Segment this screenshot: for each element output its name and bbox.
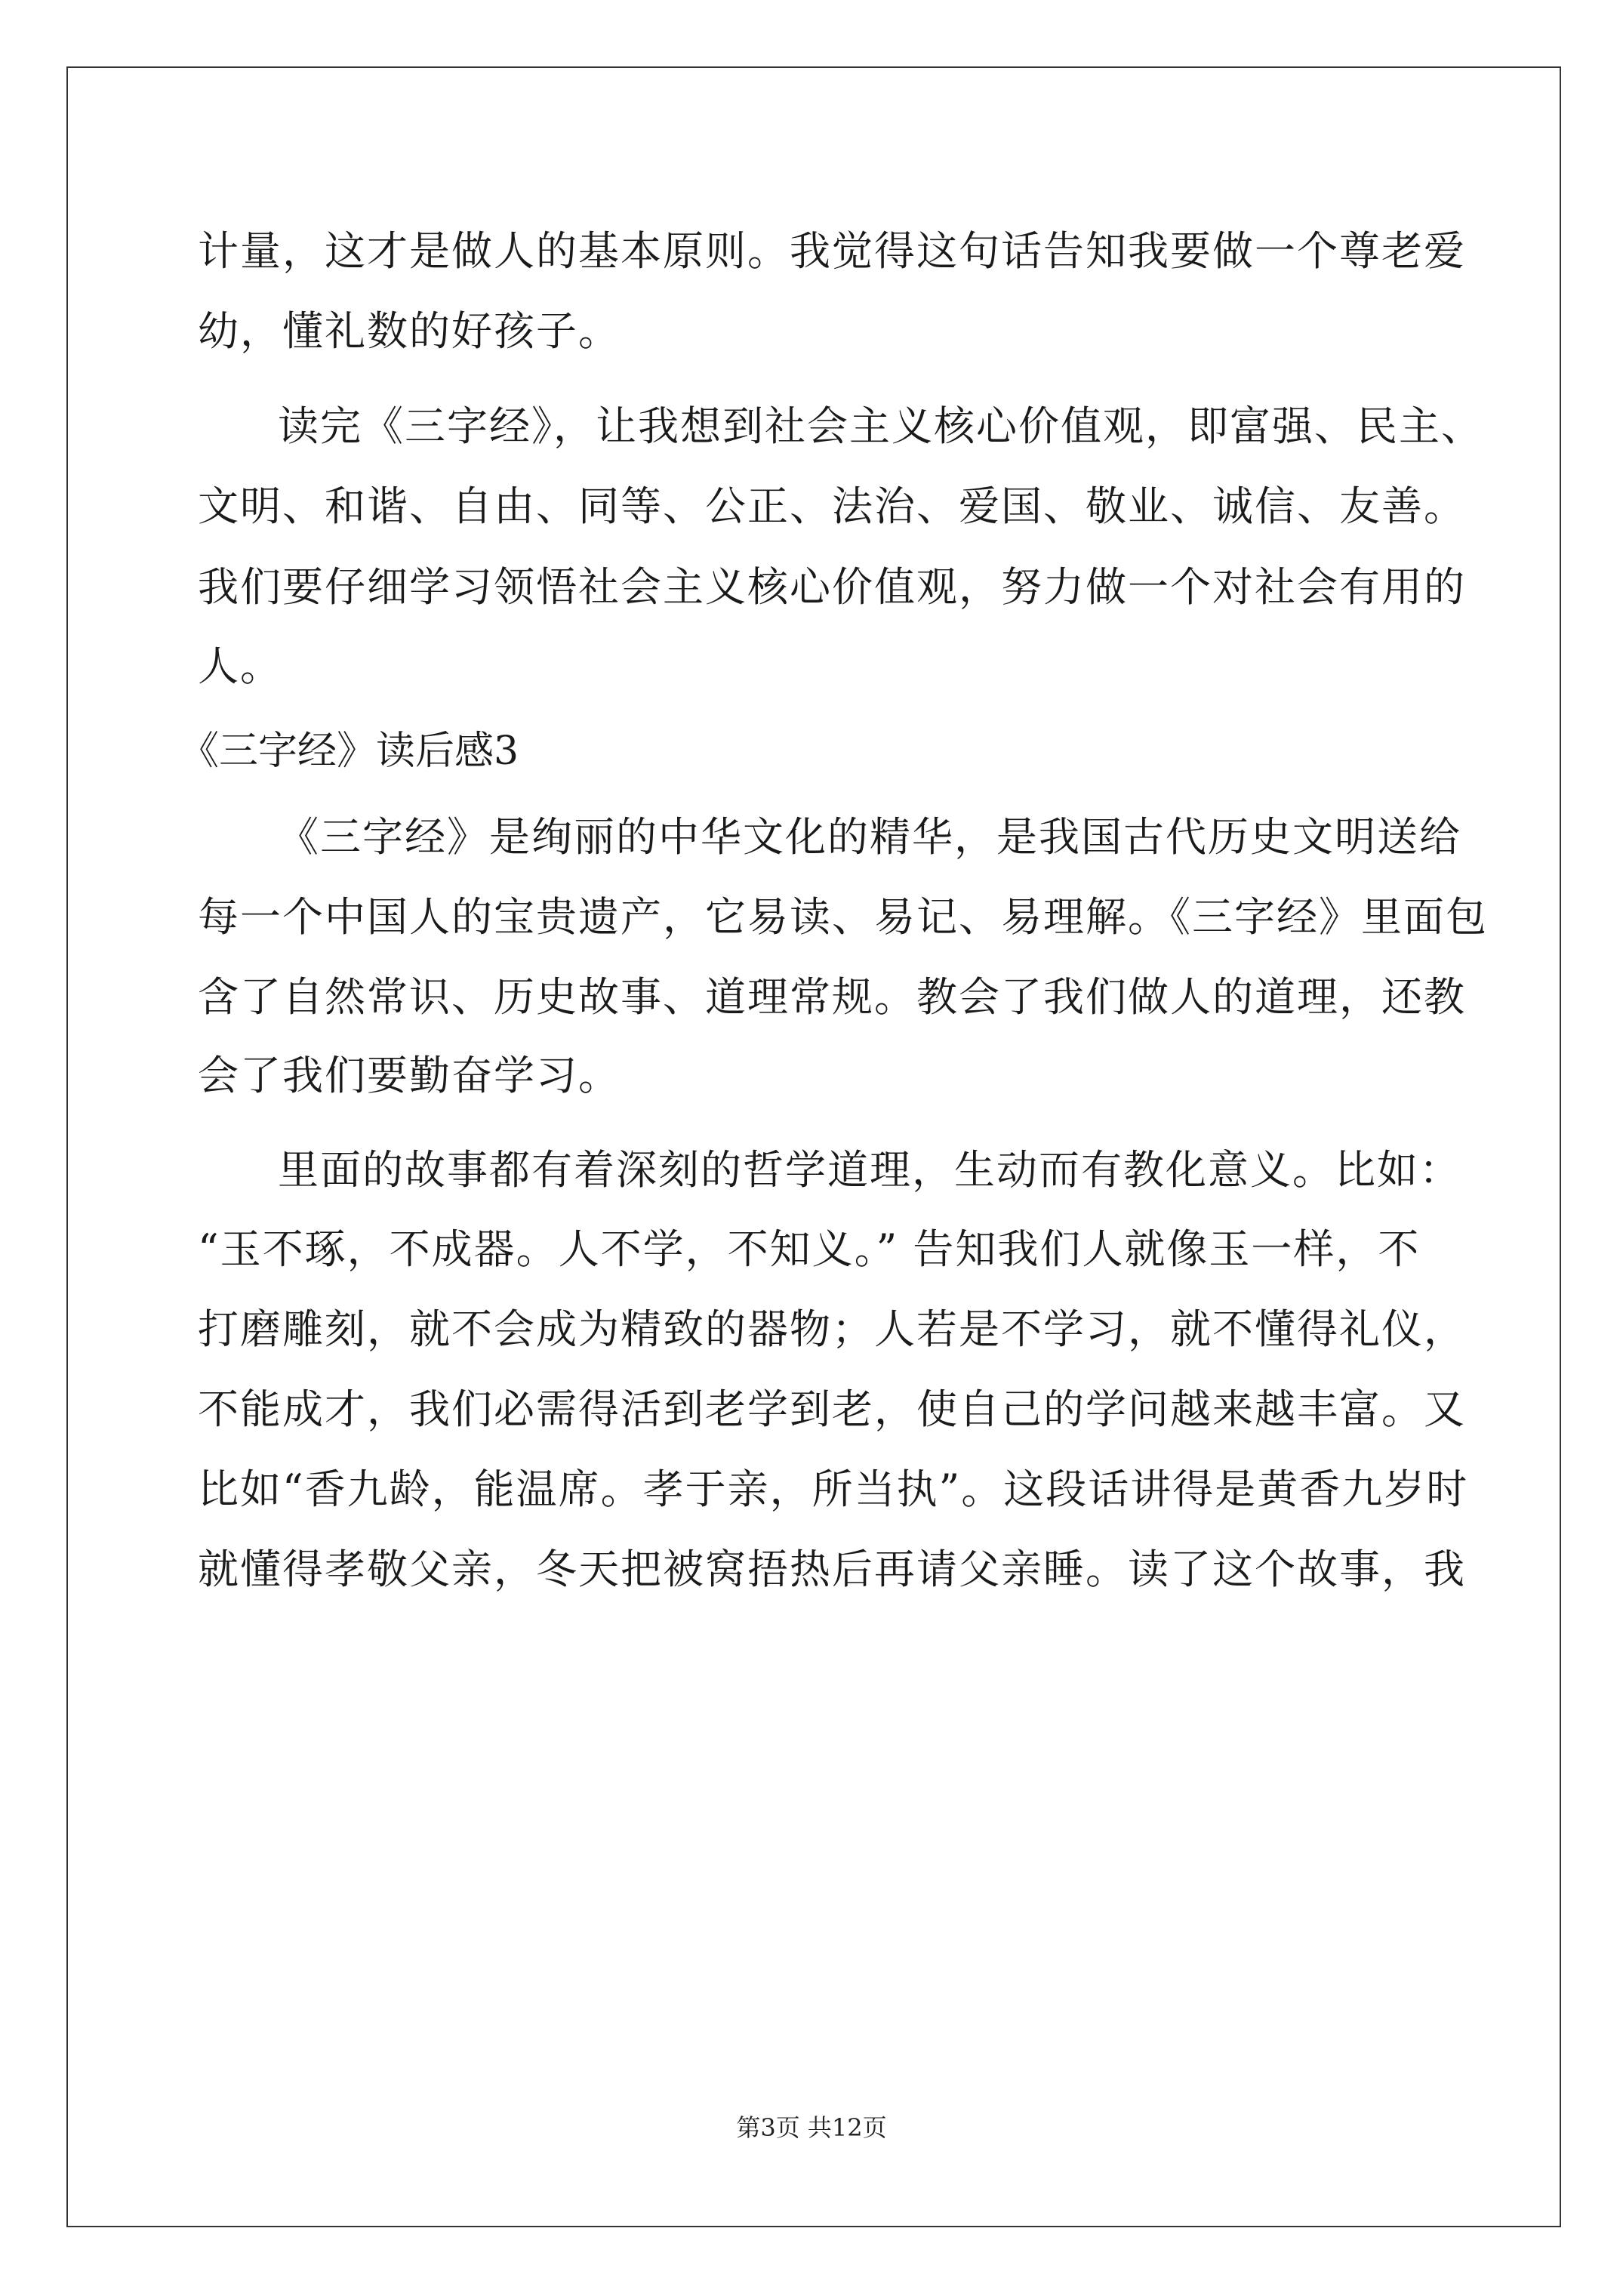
text-line: 比如“香九龄，能温席。孝于亲，所当执”。这段话讲得是黄香九岁时 xyxy=(198,1465,1469,1513)
section-heading: 《三字经》读后感3 xyxy=(180,729,519,774)
text-line: 打磨雕刻，就不会成为精致的器物；人若是不学习，就不懂得礼仪， xyxy=(198,1305,1466,1353)
paragraph-first-line: 《三字经》是绚丽的中华文化的精华，是我国古代历史文明送给 xyxy=(278,813,1461,861)
text-line: “玉不琢，不成器。人不学，不知义。” 告知我们人就像玉一样，不 xyxy=(198,1225,1421,1273)
page-number-footer: 第3页 共12页 xyxy=(736,2113,887,2142)
text-line: 我们要仔细学习领悟社会主义核心价值观，努力做一个对社会有用的 xyxy=(198,563,1466,611)
paragraph-first-line: 读完《三字经》，让我想到社会主义核心价值观，即富强、民主、 xyxy=(278,402,1483,450)
text-line: 不能成才，我们必需得活到老学到老，使自己的学问越来越丰富。又 xyxy=(198,1385,1466,1433)
text-line: 人。 xyxy=(198,643,282,690)
text-line: 幼，懂礼数的好孩子。 xyxy=(198,307,621,355)
text-line: 就懂得孝敬父亲，冬天把被窝捂热后再请父亲睡。读了这个故事，我 xyxy=(198,1546,1466,1593)
text-line: 会了我们要勤奋学习。 xyxy=(198,1052,621,1099)
text-line: 计量，这才是做人的基本原则。我觉得这句话告知我要做一个尊老爱 xyxy=(198,227,1466,275)
text-line: 文明、和谐、自由、同等、公正、法治、爱国、敬业、诚信、友善。 xyxy=(198,482,1466,530)
paragraph-first-line: 里面的故事都有着深刻的哲学道理，生动而有教化意义。比如： xyxy=(278,1146,1461,1194)
text-line: 每一个中国人的宝贵遗产，它易读、易记、易理解。《三字经》里面包 xyxy=(198,893,1488,941)
text-line: 含了自然常识、历史故事、道理常规。教会了我们做人的道理，还教 xyxy=(198,973,1466,1021)
